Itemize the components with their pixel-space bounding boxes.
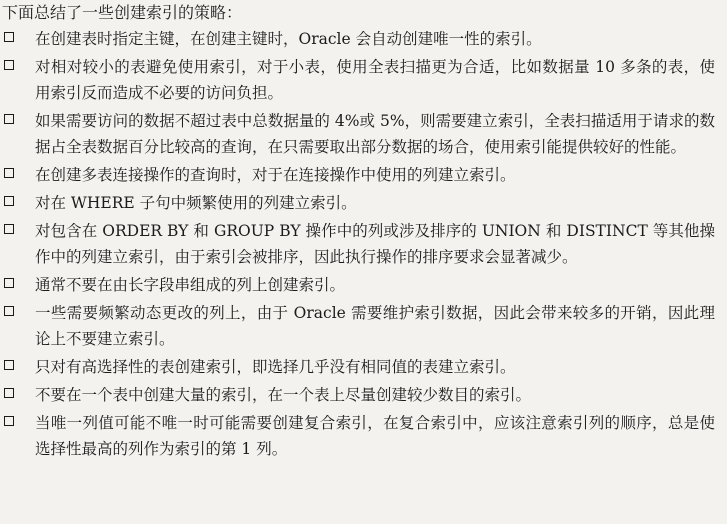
list-item-text: 当唯一列值可能不唯一时可能需要创建复合索引，在复合索引中，应该注意索引列的顺序，总是使选择性最高的列作为索引的第 1 列。 [35, 414, 715, 458]
checkbox-bullet-icon [4, 32, 14, 42]
checkbox-bullet-icon [4, 168, 14, 178]
list-item-text: 不要在一个表中创建大量的索引，在一个表上尽量创建较少数目的索引。 [35, 386, 532, 404]
checkbox-bullet-icon [4, 388, 14, 398]
checkbox-bullet-icon [4, 278, 14, 288]
checkbox-bullet-icon [4, 416, 14, 426]
list-item [0, 272, 727, 298]
list-item [0, 300, 727, 352]
strategy-list [0, 26, 727, 464]
list-item-text: 对包含在 ORDER BY 和 GROUP BY 操作中的列或涉及排序的 UNION 和 DISTINCT 等其他操作中的列建立索引，由于索引会被排序，因此执行操作的排序要求会显著减少。 [35, 222, 715, 266]
list-item [0, 108, 727, 160]
checkbox-bullet-icon [4, 114, 14, 124]
checkbox-bullet-icon [4, 196, 14, 206]
list-item-text: 如果需要访问的数据不超过表中总数据量的 4%或 5%，则需要建立索引，全表扫描适用于请求的数据占全表数据百分比较高的查询，在只需要取出部分数据的场合，使用索引能提供较好的性能。 [35, 112, 715, 156]
checkbox-bullet-icon [4, 360, 14, 370]
list-item-text: 只对有高选择性的表创建索引，即选择几乎没有相同值的表建立索引。 [35, 358, 516, 376]
list-item [0, 26, 727, 52]
list-item [0, 54, 727, 106]
list-item [0, 162, 727, 188]
list-item [0, 382, 727, 408]
list-item [0, 410, 727, 462]
list-item [0, 218, 727, 270]
list-item-text: 一些需要频繁动态更改的列上，由于 Oracle 需要维护索引数据，因此会带来较多的开销，因此理论上不要建立索引。 [35, 304, 715, 348]
intro-text: 下面总结了一些创建索引的策略： [2, 3, 243, 22]
checkbox-bullet-icon [4, 60, 14, 70]
list-item-text: 对相对较小的表避免使用索引，对于小表，使用全表扫描更为合适，比如数据量 10 多条的表，使用索引反而造成不必要的访问负担。 [35, 58, 715, 102]
list-item-text: 在创建表时指定主键，在创建主键时，Oracle 会自动创建唯一性的索引。 [35, 30, 542, 48]
list-item [0, 354, 727, 380]
checkbox-bullet-icon [4, 306, 14, 316]
list-item-text: 在创建多表连接操作的查询时，对于在连接操作中使用的列建立索引。 [35, 166, 516, 184]
checkbox-bullet-icon [4, 224, 14, 234]
list-item-text: 通常不要在由长字段串组成的列上创建索引。 [35, 276, 346, 294]
list-item [0, 190, 727, 216]
list-item-text: 对在 WHERE 子句中频繁使用的列建立索引。 [35, 194, 357, 212]
